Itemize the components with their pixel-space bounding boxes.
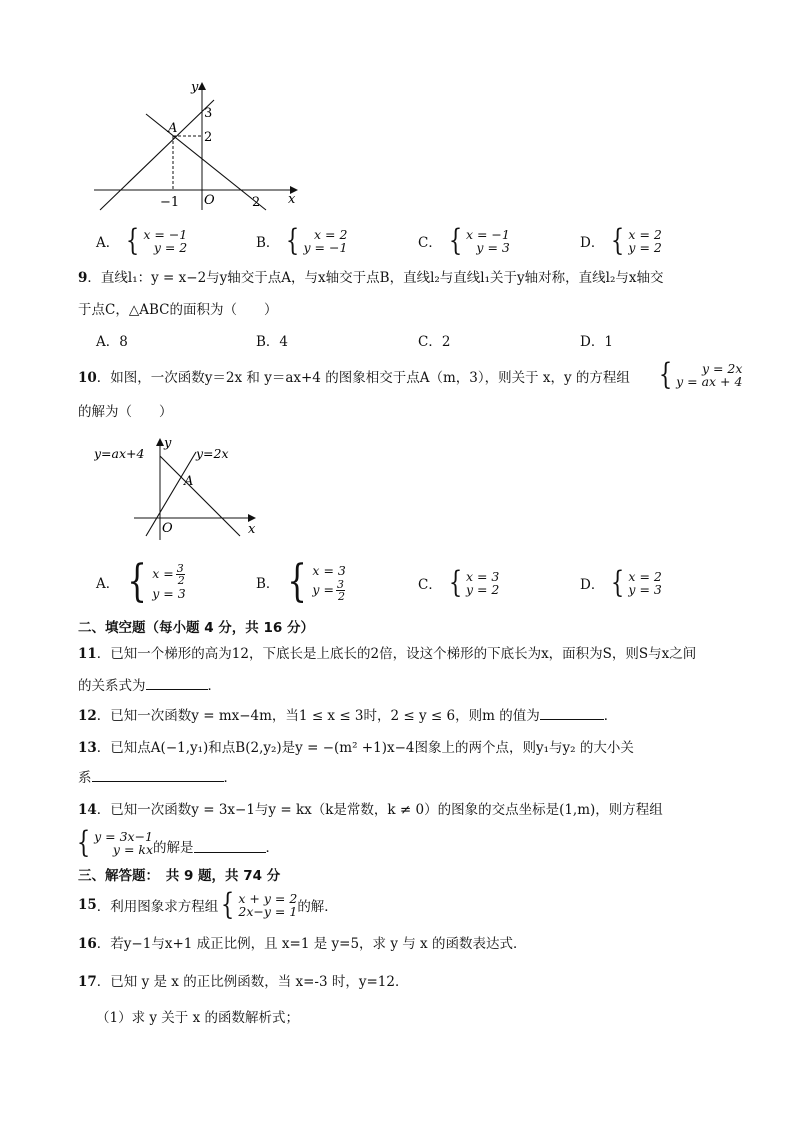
graph1-tick-y2: 2 — [204, 130, 213, 145]
q9-line1 — [78, 268, 664, 288]
q11-line2 — [78, 676, 221, 696]
equation-row: y = kx — [112, 842, 154, 857]
graph2-point-a: A — [184, 474, 194, 489]
option-label: A． — [96, 235, 120, 251]
q14-line1 — [78, 800, 663, 820]
fraction-numerator: 3 — [176, 561, 184, 575]
question-text: ．已知一次函数y = 3x−1与y = kx（k是常数，k ≠ 0）的图象的交点坐标是(1,m)，则方程组 — [96, 802, 663, 818]
fraction-denominator: 2 — [337, 589, 345, 603]
graph2-y-axis-label: y — [164, 436, 172, 451]
question-number: 17 — [78, 974, 97, 990]
equation-row: x = 3 — [465, 569, 500, 584]
equation-row: x = 3 — [312, 562, 346, 578]
question-text: 的解是 — [153, 840, 194, 856]
q10-line2: 的解为（ ） — [78, 404, 173, 420]
q13-line1 — [78, 738, 634, 758]
q15-line: 15 ．利用图象求方程组 { x + y = 2 2x−y = 1 的解． — [78, 887, 338, 922]
question-text: ．已知一个梯形的高为12，下底长是上底长的2倍，设这个梯形的下底长为x，面积为S，则S与x之间 — [96, 646, 697, 662]
q9-option-b[interactable]: B．4 — [256, 334, 289, 350]
option-label: D． — [580, 235, 605, 251]
q10-line1 — [78, 368, 630, 388]
answer-blank[interactable] — [92, 768, 224, 782]
q8-option-b[interactable]: B． { x = 2 y = −1 — [256, 223, 348, 258]
punctuation: ． — [265, 840, 280, 856]
q17-sub1: （1）求 y 关于 x 的函数解析式； — [96, 1010, 299, 1026]
punctuation: ． — [223, 770, 237, 786]
option-label: C． — [418, 577, 442, 593]
question-text: ．直线l₁：y = x−2与y轴交于点A，与x轴交于点B，直线l₂与直线l₁关于y轴对称，直线l₂与x轴交 — [87, 270, 664, 286]
equation-row: y = ax + 4 — [676, 374, 743, 389]
equation-row: y = 3x−1 — [94, 829, 154, 844]
equation-row: x + y = 2 — [238, 891, 298, 906]
section-heading-fill-in: 二、填空题（每小题 4 分，共 16 分） — [78, 620, 314, 636]
q9-line2: 于点C，△ABC的面积为（ ） — [78, 302, 278, 318]
question-number: 12 — [78, 708, 97, 724]
q10-option-b[interactable]: B． { x = 3 y = $\frac{3}{2}$ — [256, 556, 346, 607]
equation-row: y = 3 — [152, 585, 186, 601]
answer-blank[interactable] — [194, 839, 266, 853]
option-label: D． — [580, 577, 605, 593]
question-number: 14 — [78, 802, 97, 818]
question-number: 15 — [78, 897, 97, 913]
equation-row: x = −1 — [465, 227, 510, 242]
q10-system: { y = 2x y = ax + 4 — [658, 357, 743, 392]
graph1-origin-label: O — [204, 193, 215, 208]
option-label: B． — [256, 576, 280, 592]
graph1-tick-x2: 2 — [252, 195, 261, 210]
question-text: ．已知 y 是 x 的正比例函数，当 x=-3 时，y=12． — [96, 974, 409, 990]
graph2-origin-label: O — [162, 521, 173, 536]
graph1-tick-y3: 3 — [204, 106, 213, 121]
graph2-label-line2: y=2x — [196, 446, 229, 461]
question-text: ．若y−1与x+1 成正比例，且 x=1 是 y=5，求 y 与 x 的函数表达式． — [96, 936, 527, 952]
equation-row: 2x−y = 1 — [238, 904, 298, 919]
graph2-label-line1: y=ax+4 — [94, 446, 145, 461]
question-text: ．已知一次函数y = mx−4m，当1 ≤ x ≤ 3时，2 ≤ y ≤ 6，则m 的值为 — [96, 708, 540, 724]
question-number: 10 — [78, 370, 97, 386]
question-text: ．利用图象求方程组 — [96, 899, 219, 915]
equation-row: x = 2 — [628, 569, 662, 584]
q8-option-d[interactable]: D． { x = 2 y = 2 — [580, 223, 662, 258]
section-heading-answers: 三、解答题： 共 9 题，共 74 分 — [78, 868, 281, 884]
graph1-point-a: A — [168, 121, 178, 136]
q17-line — [78, 972, 408, 992]
question-number: 13 — [78, 740, 97, 756]
q10-option-a[interactable]: A． { x = $\frac{3}{2}$ y = 3 — [96, 556, 186, 607]
question-number: 9 — [78, 270, 88, 286]
question-text: 的解． — [297, 899, 338, 915]
graph-q10 — [94, 432, 264, 544]
q13-line2 — [78, 768, 237, 788]
q10-option-d[interactable]: D． { x = 2 y = 3 — [580, 565, 662, 600]
q8-option-c[interactable]: C． { x = −1 y = 3 — [418, 223, 510, 258]
graph1-y-axis-label: y — [191, 80, 199, 95]
equation-row: y = 2 — [628, 240, 662, 255]
q11-line1 — [78, 644, 696, 664]
equation-row: y = 3 — [476, 240, 510, 255]
q9-option-d[interactable]: D．1 — [580, 334, 613, 350]
q10-option-c[interactable]: C． { x = 3 y = 2 — [418, 565, 500, 600]
fraction-denominator: 2 — [177, 573, 185, 587]
answer-blank[interactable] — [146, 676, 208, 690]
question-text: 的关系式为 — [78, 678, 146, 694]
graph1-x-axis-label: x — [288, 192, 296, 207]
equation-row: y = 2x — [701, 361, 743, 376]
graph-q8 — [88, 76, 308, 216]
fraction-numerator: 3 — [336, 577, 344, 591]
q16-line — [78, 934, 526, 954]
q8-option-a[interactable]: A． { x = −1 y = 2 — [96, 223, 188, 258]
option-label: B． — [256, 235, 280, 251]
question-text: 系 — [78, 770, 92, 786]
q9-option-a[interactable]: A．8 — [96, 334, 128, 350]
q14-line2: { y = 3x−1 y = kx 的解是 ． — [76, 825, 280, 860]
graph2-x-axis-label: x — [248, 522, 256, 537]
q12-line — [78, 706, 617, 726]
equation-row: x = 2 — [628, 227, 662, 242]
equation-row: y = 2 — [153, 240, 188, 255]
equation-row: y = — [312, 582, 334, 597]
punctuation: ． — [603, 708, 618, 724]
equation-row: y = 3 — [628, 582, 662, 597]
option-label: C． — [418, 235, 442, 251]
answer-blank[interactable] — [540, 706, 604, 720]
question-number: 16 — [78, 936, 97, 952]
equation-row: x = 2 — [314, 227, 348, 242]
punctuation: ． — [207, 678, 221, 694]
equation-row: y = 2 — [465, 582, 500, 597]
option-label: A． — [96, 576, 120, 592]
question-text: ．如图，一次函数y＝2x 和 y＝ax+4 的图象相交于点A（m，3），则关于 x，y 的方程组 — [96, 370, 630, 386]
graph1-tick-xneg1: −1 — [160, 195, 180, 210]
equation-row: x = — [152, 566, 174, 581]
q9-option-c[interactable]: C．2 — [418, 334, 451, 350]
equation-row: x = −1 — [143, 227, 188, 242]
equation-row: y = −1 — [303, 240, 348, 255]
question-number: 11 — [78, 646, 97, 662]
question-text: ．已知点A(−1,y₁)和点B(2,y₂)是y = −(m² +1)x−4图象上的两个点，则y₁与y₂ 的大小关 — [96, 740, 634, 756]
